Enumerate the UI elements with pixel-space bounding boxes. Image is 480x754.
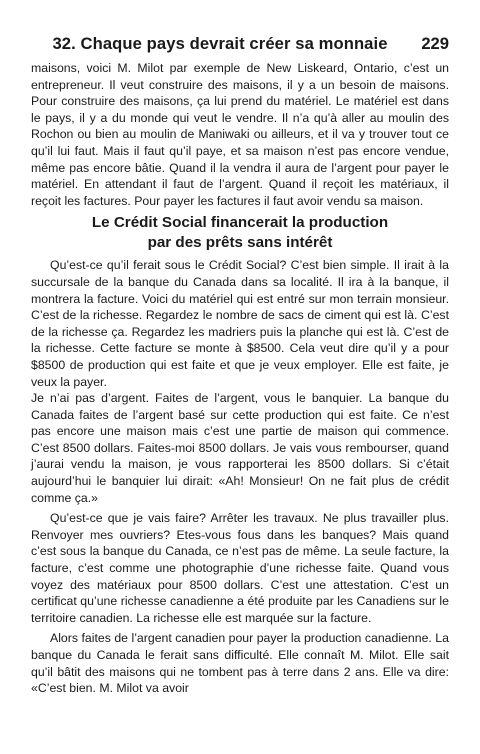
paragraph-3: Je n’ai pas d’argent. Faites de l’argent, vous le banquier. La banque du Canada faites de l’argent basé sur cette production qui est faite. Ce n’est pas encore une maison mais c’est une partie de maison qui commence. C’est 8500 dollars. Faites-moi 8500 dollars. Je vais vous rembourser, quand j’aurai vendu la maison, je vous rapporterai les 8500 dollars. Si c’était aujourd’hui le banquier lui dirait: «Ah! Monsieur! On ne fait plus de crédit comme ça.»	[31, 391, 449, 505]
section-heading-line-1: Le Crédit Social financerait la production	[91, 214, 389, 232]
page-header	[31, 34, 449, 58]
document-page	[31, 34, 449, 697]
running-title: 32. Chaque pays devrait créer sa monnaie	[52, 34, 388, 53]
paragraph-1: maisons, voici M. Milot par exemple de New Liskeard, Ontario, c’est un entrepreneur. Il veut construire des maisons, il y a un besoin de maisons. Pour construire des maisons, ça lui prend du matériel. Le matériel est dans le pays, il y a du monde qui veut le vendre. Il n’a qu’à aller au moulin des Rochon ou bien au moulin de Maniwaki ou ailleurs, et il va y trouver tout ce qu’il lui faut. Mais il faut qu’il paye, et sa maison n’est pas encore vendue, même pas encore bâtie. Quand il la vendra il aura de l’argent pour payer le matériel. En attendant il faut de l’argent. Quand il reçoit les matériaux, il reçoit les factures. Pour payer les factures il faut avoir vendu sa maison.	[31, 61, 449, 208]
paragraph-5: Alors faites de l’argent canadien pour payer la production canadienne. La banque du Canada le ferait sans difficulté. Elle connaît M. Milot. Elle sait qu’il bâtit des maisons qui ne tombent pas à terre dans 2 ans. Elle va dire: «C’est bien. M. Milot va avoir	[31, 631, 449, 696]
paragraph-4: Qu’est-ce que je vais faire? Arrêter les travaux. Ne plus travailler plus. Renvoyer mes ouvriers? Etes-vous fous dans les banques? Mais quand c’est sous la banque du Canada, ce n’est pas de même. La seule facture, la facture, c’est comme une photographie d’une richesse faite. Quand vous voyez des matériaux pour 8500 dollars. C’est une attestation. C’est un certificat qu’une richesse canadienne a été produite par les Canadiens sur le territoire canadien. La richesse elle est marquée sur la facture.	[31, 511, 449, 625]
page-number: 229	[421, 34, 449, 53]
section-heading	[31, 213, 449, 253]
paragraph-2: Qu’est-ce qu’il ferait sous le Crédit Social? C’est bien simple. Il irait à la succursale de la banque du Canada dans sa localité. Il ira à la banque, il montrera la facture. Voici du matériel qui est entré sur mon terrain monsieur. C’est de la richesse. Regardez le nombre de sacs de ciment qui est là. C’est de la richesse ça. Regardez les madriers puis la planche qui est là. C’est de la richesse. Cette facture se monte à $8500. Cela veut dire qu’il y a pour $8500 de production qui est faite et que je veux employer. Elle est faite, je veux la payer.	[31, 258, 449, 389]
section-heading-line-2: par des prêts sans intérêt	[147, 234, 333, 252]
